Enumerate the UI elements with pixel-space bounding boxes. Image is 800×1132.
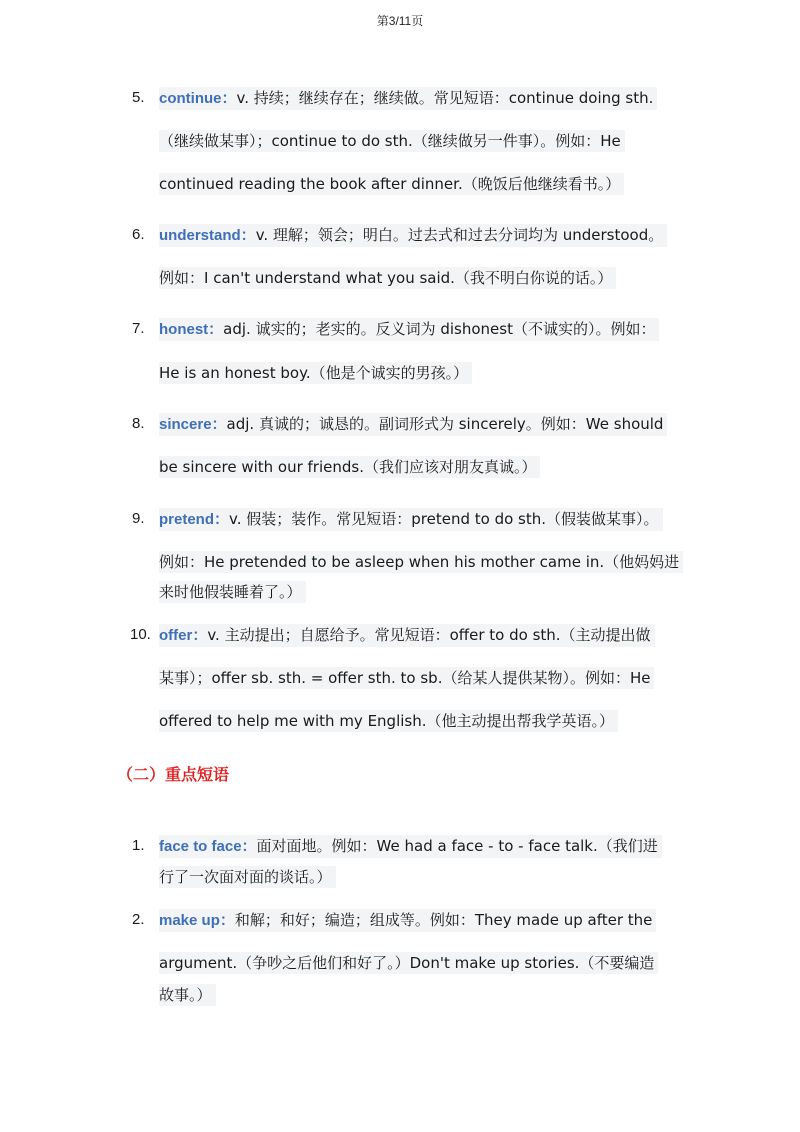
vocab-term: understand： [159,227,256,244]
item-line: 行了一次面对面的谈话。） [159,866,336,888]
item-text: v. 主动提出；自愿给予。常见短语：offer to do sth.（主动提出做 [207,626,651,644]
item-line [159,508,663,531]
item-line: continued reading the book after dinner.（晚饭后他继续看书。） [159,173,624,195]
item-line: 某事）；offer sb. sth. = offer sth. to sb.（给某人提供某物）。例如：He [159,667,654,689]
item-line: argument.（争吵之后他们和好了。）Don't make up stories.（不要编造 [159,952,658,974]
item-text: 面对面地。例如：We had a face - to - face talk.（我们进 [256,837,658,855]
item-index: 10. [130,626,151,643]
item-text: adj. 诚实的；老实的。反义词为 dishonest（不诚实的）。例如： [223,320,656,338]
item-text: v. 假装；装作。常见短语：pretend to do sth.（假装做某事）。 [229,510,659,528]
item-line [159,624,655,647]
vocab-term: sincere： [159,416,227,433]
item-line [159,835,662,858]
item-index: 1. [132,837,145,854]
item-line [159,318,659,341]
item-line [159,413,667,436]
page-header-post: 页 [411,14,424,28]
item-line: be sincere with our friends.（我们应该对朋友真诚。） [159,456,540,478]
item-index: 5. [132,89,145,106]
vocab-term: honest： [159,321,224,338]
phrase-term: face to face： [159,838,257,855]
item-index: 6. [132,226,145,243]
item-line: 故事。） [159,984,216,1006]
item-line: 例如：I can't understand what you said.（我不明白你说的话。） [159,267,616,289]
phrase-term: make up： [159,912,235,929]
item-text: v. 持续；继续存在；继续做。常见短语：continue doing sth. [236,89,654,107]
item-text: adj. 真诚的；诚恳的。副词形式为 sincerely。例如：We should [226,415,664,433]
page-header [0,12,800,29]
vocab-term: pretend： [159,511,230,528]
item-line: 来时他假装睡着了。） [159,581,306,603]
item-text: 和解；和好；编造；组成等。例如：They made up after the [234,911,653,929]
item-text: v. 理解；领会；明白。过去式和过去分词均为 understood。 [255,226,664,244]
page-number: 3/11 [388,14,412,28]
item-index: 8. [132,415,145,432]
page-header-pre: 第 [376,14,389,28]
item-line: 例如：He pretended to be asleep when his mother came in.（他妈妈进 [159,551,683,573]
item-line [159,909,656,932]
item-index: 2. [132,911,145,928]
item-line: offered to help me with my English.（他主动提出帮我学英语。） [159,710,618,732]
item-index: 7. [132,320,145,337]
item-line: （继续做某事）；continue to do sth.（继续做另一件事）。例如：He [159,130,625,152]
item-line [159,87,657,110]
section-title: （二）重点短语 [117,765,230,784]
vocab-term: offer： [159,627,208,644]
item-line [159,224,667,247]
vocab-term: continue： [159,90,237,107]
item-line: He is an honest boy.（他是个诚实的男孩。） [159,362,472,384]
item-index: 9. [132,510,145,527]
